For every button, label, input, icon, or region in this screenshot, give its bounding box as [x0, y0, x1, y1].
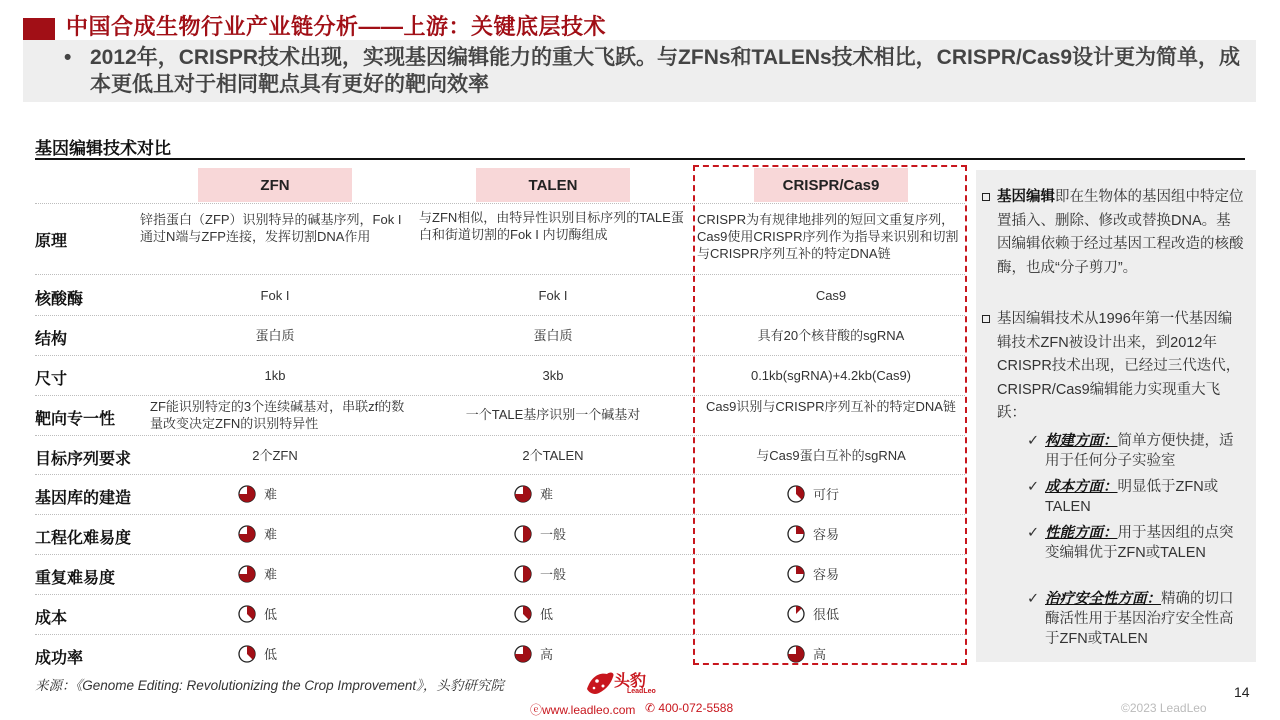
- check-text: 用于基因组的点突变编辑优于ZFN或TALEN: [1045, 525, 1234, 561]
- cell-zfn-structure: 蛋白质: [255, 328, 295, 343]
- rating-pie-icon: [238, 525, 256, 543]
- cell-crispr-size: 0.1kb(sgRNA)+4.2kb(Cas9): [750, 368, 912, 383]
- page-title: 中国合成生物行业产业链分析——上游：关键底层技术: [66, 14, 607, 39]
- rating-cell-talen: [514, 484, 553, 503]
- checkmark-icon: ✓: [1027, 433, 1040, 449]
- row-divider: [35, 554, 965, 555]
- rating-cell-zfn: [238, 604, 277, 623]
- rating-pie-icon: [514, 485, 532, 503]
- row-label-target-requirement: 目标序列要求: [35, 451, 132, 468]
- row-label-success-rate: 成功率: [35, 650, 84, 667]
- rating-pie-icon: [787, 565, 805, 583]
- row-label-repeat-difficulty: 重复难易度: [35, 570, 116, 587]
- rating-text: 高: [813, 647, 827, 662]
- phone-number: 400-072-5588: [658, 701, 734, 715]
- rating-pie-icon: [238, 605, 256, 623]
- row-label-library-construction: 基因库的建造: [35, 490, 132, 507]
- column-header-crispr: CRISPR/Cas9: [754, 168, 908, 202]
- check-item-performance: [1027, 523, 1239, 563]
- cell-zfn-nuclease: Fok I: [260, 288, 290, 303]
- logo-chinese-name: 头豹: [614, 673, 647, 690]
- rating-text: 难: [540, 487, 554, 502]
- row-label-engineering-difficulty: 工程化难易度: [35, 530, 132, 547]
- check-text: 明显低于ZFN或TALEN: [1045, 479, 1219, 515]
- footer-website[interactable]: [530, 701, 635, 718]
- rating-pie-icon: [238, 645, 256, 663]
- rating-pie-icon: [514, 525, 532, 543]
- side-paragraph-history: [982, 308, 1244, 426]
- side-history-text: 基因编辑技术从1996年第一代基因编辑技术ZFN被设计出来，到2012年CRISPR技术出现，已经过三代迭代，CRISPR/Cas9编辑能力实现重大飞跃：: [997, 311, 1241, 421]
- globe-icon: ⓔ: [530, 703, 543, 717]
- check-text: 精确的切口酶活性用于基因治疗安全性高于ZFN或TALEN: [1045, 591, 1234, 647]
- rating-pie-icon: [238, 565, 256, 583]
- phone-icon: ✆: [645, 701, 656, 715]
- rating-cell-talen: [514, 644, 553, 663]
- checkmark-icon: ✓: [1027, 525, 1040, 541]
- row-divider: [35, 634, 965, 635]
- cell-zfn-size: 1kb: [264, 368, 286, 383]
- cell-talen-specificity: 一个TALE基序识别一个碱基对: [465, 407, 641, 422]
- check-title: 性能方面：: [1045, 525, 1118, 541]
- row-label-nuclease: 核酸酶: [35, 291, 84, 308]
- row-divider: [35, 435, 965, 436]
- copyright: ©2023 LeadLeo: [1121, 701, 1207, 715]
- cell-crispr-nuclease: Cas9: [815, 288, 847, 303]
- rating-text: 一般: [540, 527, 567, 542]
- square-bullet-icon: [982, 193, 990, 201]
- cell-zfn-target-requirement: 2个ZFN: [252, 448, 298, 463]
- rating-cell-zfn: [238, 484, 277, 503]
- subtitle-text: 2012年，CRISPR技术出现，实现基因编辑能力的重大飞跃。与ZFNs和TALENs技术相比，CRISPR/Cas9设计更为简单，成本更低且对于相同靶点具有更好的靶向效率: [90, 46, 1241, 96]
- rating-text: 低: [264, 647, 278, 662]
- cell-zfn-principle: 锌指蛋白（ZFP）识别特异的碱基序列，Fok I 通过N端与ZFP连接，发挥切割DNA作用: [140, 212, 402, 244]
- check-title: 治疗安全性方面：: [1045, 591, 1161, 607]
- rating-text: 难: [264, 527, 278, 542]
- rating-cell-talen: [514, 564, 566, 583]
- cell-talen-structure: 蛋白质: [533, 328, 573, 343]
- rating-text: 低: [264, 607, 278, 622]
- row-divider: [35, 395, 965, 396]
- rating-cell-zfn: [238, 524, 277, 543]
- check-text: 简单方便快捷，适用于任何分子实验室: [1045, 433, 1234, 469]
- page-number: 14: [1234, 684, 1250, 700]
- rating-text: 高: [540, 647, 554, 662]
- rating-cell-crispr: [787, 484, 839, 503]
- cell-crispr-principle: CRISPR为有规律地排列的短回文重复序列，Cas9使用CRISPR序列作为指导来识别和切割与CRISPR序列互补的特定DNA链: [697, 212, 959, 261]
- cell-crispr-target-requirement: 与Cas9蛋白互补的sgRNA: [756, 448, 906, 463]
- cell-crispr-structure: 具有20个核苷酸的sgRNA: [757, 328, 905, 343]
- rating-text: 可行: [813, 487, 840, 502]
- cell-talen-principle: 与ZFN相似，由特异性识别目标序列的TALE蛋白和街道切割的Fok I 内切酶组成: [419, 210, 684, 242]
- rating-cell-crispr: [787, 524, 839, 543]
- subtitle-bullet: •: [64, 46, 72, 69]
- rating-pie-icon: [787, 525, 805, 543]
- rating-pie-icon: [787, 485, 805, 503]
- footer-phone: [645, 701, 733, 715]
- row-divider: [35, 474, 965, 475]
- check-title: 成本方面：: [1045, 479, 1118, 495]
- row-label-structure: 结构: [35, 331, 68, 348]
- row-divider: [35, 355, 965, 356]
- rating-text: 容易: [813, 527, 840, 542]
- rating-cell-crispr: [787, 564, 839, 583]
- rating-cell-zfn: [238, 564, 277, 583]
- row-label-specificity: 靶向专一性: [35, 411, 116, 428]
- rating-pie-icon: [514, 605, 532, 623]
- rating-cell-zfn: [238, 644, 277, 663]
- square-bullet-icon: [982, 315, 990, 323]
- rating-text: 低: [540, 607, 554, 622]
- rating-text: 一般: [540, 567, 567, 582]
- rating-cell-talen: [514, 604, 553, 623]
- column-header-zfn: ZFN: [198, 168, 352, 202]
- rating-cell-crispr: [787, 644, 826, 663]
- side-definition-term: 基因编辑: [997, 189, 1055, 205]
- row-divider: [35, 274, 965, 275]
- row-label-principle: 原理: [35, 233, 68, 250]
- check-title: 构建方面：: [1045, 433, 1118, 449]
- rating-cell-talen: [514, 524, 566, 543]
- cell-talen-size: 3kb: [542, 368, 564, 383]
- rating-cell-crispr: [787, 604, 839, 623]
- rating-text: 容易: [813, 567, 840, 582]
- checkmark-icon: ✓: [1027, 479, 1040, 495]
- rating-text: 难: [264, 567, 278, 582]
- side-paragraph-definition: [982, 186, 1244, 280]
- table-caption: 基因编辑技术对比: [35, 139, 171, 158]
- logo-english-name: LeadLeo: [627, 688, 656, 695]
- rating-text: 难: [264, 487, 278, 502]
- row-divider: [35, 203, 965, 204]
- row-divider: [35, 315, 965, 316]
- column-header-talen: TALEN: [476, 168, 630, 202]
- rating-pie-icon: [514, 565, 532, 583]
- cell-talen-nuclease: Fok I: [538, 288, 568, 303]
- row-label-cost: 成本: [35, 610, 68, 627]
- rating-pie-icon: [787, 605, 805, 623]
- check-item-safety: [1027, 589, 1239, 649]
- rating-pie-icon: [238, 485, 256, 503]
- side-definition-text: 即在生物体的基因组中特定位置插入、删除、修改或替换DNA。基因编辑依赖于经过基因工程改造的核酸酶，也成“分子剪刀”。: [997, 189, 1244, 276]
- checkmark-icon: ✓: [1027, 591, 1040, 607]
- rating-pie-icon: [787, 645, 805, 663]
- row-label-size: 尺寸: [35, 371, 68, 388]
- cell-zfn-specificity: ZF能识别特定的3个连续碱基对，串联zf的数量改变决定ZFN的识别特异性: [150, 399, 405, 431]
- table-top-rule: [35, 158, 1245, 160]
- cell-talen-target-requirement: 2个TALEN: [522, 448, 584, 463]
- website-link[interactable]: www.leadleo.com: [542, 703, 636, 717]
- row-divider: [35, 594, 965, 595]
- rating-pie-icon: [514, 645, 532, 663]
- check-item-cost: [1027, 477, 1239, 517]
- check-item-construction: [1027, 431, 1239, 471]
- source-note: 来源：《Genome Editing: Revolutionizing the Crop Improvement》，头豹研究院: [35, 678, 504, 693]
- rating-text: 很低: [813, 607, 840, 622]
- row-divider: [35, 514, 965, 515]
- subtitle: [64, 44, 1249, 98]
- cell-crispr-specificity: Cas9识别与CRISPR序列互补的特定DNA链: [706, 399, 956, 414]
